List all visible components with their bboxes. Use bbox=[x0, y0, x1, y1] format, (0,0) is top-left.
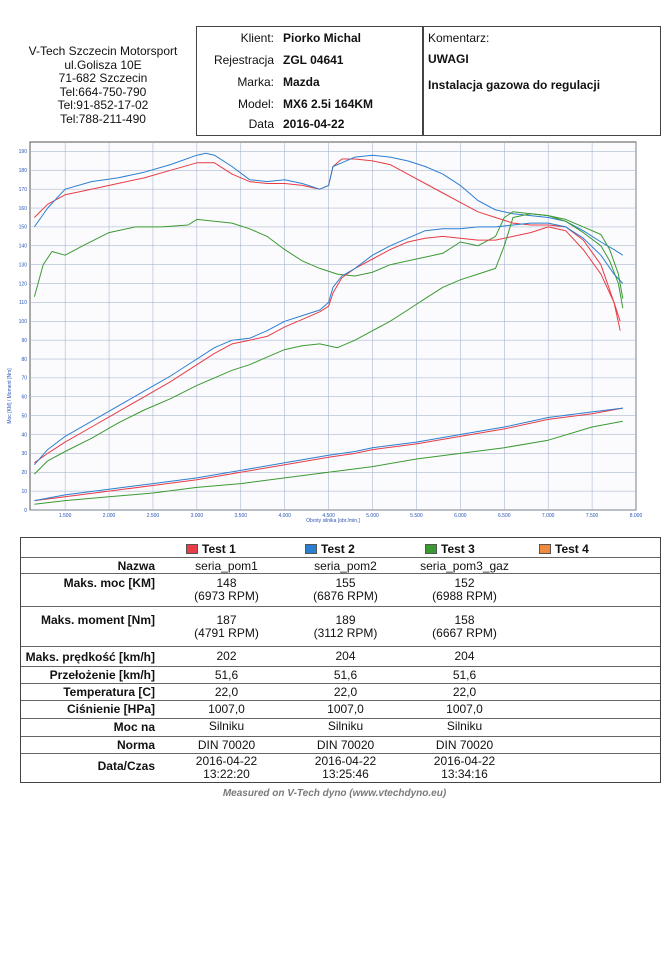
cell-test1-max-speed: 202 bbox=[216, 649, 237, 663]
cell-test1-pressure: 1007,0 bbox=[208, 702, 245, 716]
company-line: ul.Golisza 10E bbox=[64, 57, 142, 72]
y-tick-label: 50 bbox=[21, 413, 27, 420]
legend-label: Test 4 bbox=[555, 542, 589, 556]
model-label: Model: bbox=[237, 97, 274, 111]
row-label-name: Nazwa bbox=[117, 559, 155, 573]
y-axis-label: Moc [KM] / Moment [Nm] bbox=[7, 368, 13, 424]
y-tick-label: 60 bbox=[21, 394, 27, 401]
x-tick-label: 2.500 bbox=[146, 513, 160, 519]
y-tick-label: 130 bbox=[18, 262, 27, 269]
company-line: Tel:664-750-790 bbox=[59, 84, 147, 99]
cell-test3-date: 2016-04-22 bbox=[433, 754, 496, 768]
company-line: Tel:788-211-490 bbox=[60, 111, 146, 126]
y-tick-label: 120 bbox=[18, 281, 27, 288]
x-tick-label: 2.000 bbox=[102, 513, 116, 519]
cell-test1-date: 2016-04-22 bbox=[195, 754, 258, 768]
cell-test2-norm: DIN 70020 bbox=[316, 738, 375, 752]
legend-swatch bbox=[305, 544, 317, 554]
legend-swatch bbox=[186, 544, 198, 554]
comment-title: Komentarz: bbox=[428, 31, 490, 45]
cell-test2-max-torque: 189 bbox=[335, 613, 356, 627]
y-tick-label: 110 bbox=[19, 300, 27, 307]
company-line: 71-682 Szczecin bbox=[58, 71, 148, 86]
cell-test1-power-at: Silniku bbox=[208, 719, 245, 733]
legend-swatch bbox=[425, 544, 437, 554]
cell-test2-time: 13:25:46 bbox=[322, 767, 369, 781]
row-label-datetime: Data/Czas bbox=[97, 759, 155, 773]
cell-test2-temperature: 22,0 bbox=[333, 685, 358, 699]
row-label-max-torque: Maks. moment [Nm] bbox=[40, 613, 155, 627]
client-info-box bbox=[196, 26, 423, 136]
cell-test2-max-speed: 204 bbox=[335, 649, 356, 663]
row-label-pressure: Ciśnienie [HPa] bbox=[66, 702, 155, 716]
x-tick-label: 5.500 bbox=[410, 513, 423, 519]
make-row bbox=[197, 75, 422, 93]
cell-test2-name: seria_pom2 bbox=[314, 559, 377, 573]
y-tick-label: 10 bbox=[21, 488, 27, 495]
x-tick-label: 6.000 bbox=[454, 513, 467, 519]
cell-test3-max-power: 152 bbox=[454, 576, 475, 590]
cell-test1-max-torque: 187 bbox=[216, 613, 237, 627]
make-label: Marka: bbox=[237, 75, 274, 89]
cell-test3-temperature: 22,0 bbox=[452, 685, 477, 699]
x-tick-label: 6.500 bbox=[498, 513, 511, 519]
x-tick-label: 5.000 bbox=[366, 513, 379, 519]
company-info bbox=[18, 45, 188, 127]
y-tick-label: 190 bbox=[18, 149, 27, 156]
y-tick-label: 30 bbox=[21, 451, 27, 458]
y-tick-label: 140 bbox=[18, 243, 27, 250]
x-tick-label: 1.500 bbox=[58, 513, 72, 519]
y-tick-label: 70 bbox=[21, 375, 27, 382]
cell-test2-gear-ratio: 51,6 bbox=[333, 668, 358, 682]
y-tick-label: 180 bbox=[18, 168, 27, 175]
y-tick-label: 80 bbox=[21, 356, 27, 363]
row-label-power-at: Moc na bbox=[113, 720, 155, 734]
x-axis-label: Obroty silnika [obr./min.] bbox=[306, 518, 360, 524]
y-tick-label: 40 bbox=[21, 432, 27, 439]
cell-test3-max-speed: 204 bbox=[454, 649, 475, 663]
registration-value: ZGL 04641 bbox=[283, 53, 344, 67]
cell-test1-name: seria_pom1 bbox=[195, 559, 258, 573]
cell-test2-max-power-rpm: (6876 RPM) bbox=[313, 589, 378, 603]
legend-label: Test 3 bbox=[441, 542, 475, 556]
registration-row bbox=[197, 53, 422, 71]
date-row bbox=[197, 117, 422, 135]
y-tick-label: 90 bbox=[21, 337, 27, 344]
legend-test2 bbox=[305, 542, 355, 556]
cell-test2-max-torque-rpm: (3112 RPM) bbox=[313, 626, 378, 640]
client-label: Klient: bbox=[240, 31, 274, 45]
row-label-norm: Norma bbox=[116, 738, 155, 752]
cell-test1-temperature: 22,0 bbox=[214, 685, 239, 699]
cell-test1-max-power: 148 bbox=[216, 576, 237, 590]
cell-test1-max-power-rpm: (6973 RPM) bbox=[194, 589, 259, 603]
y-tick-label: 100 bbox=[18, 319, 27, 326]
row-label-max-power: Maks. moc [KM] bbox=[63, 576, 155, 590]
cell-test2-max-power: 155 bbox=[335, 576, 356, 590]
cell-test3-name: seria_pom3_gaz bbox=[420, 559, 509, 573]
cell-test2-date: 2016-04-22 bbox=[314, 754, 377, 768]
x-tick-label: 3.000 bbox=[190, 513, 204, 519]
date-label: Data bbox=[248, 117, 274, 131]
footer-note: Measured on V-Tech dyno (www.vtechdyno.eu) bbox=[222, 788, 447, 799]
x-tick-label: 7.500 bbox=[585, 513, 599, 519]
cell-test3-gear-ratio: 51,6 bbox=[452, 668, 477, 682]
y-tick-label: 160 bbox=[18, 205, 27, 212]
model-row bbox=[197, 97, 422, 115]
cell-test3-time: 13:34:16 bbox=[441, 767, 488, 781]
cell-test2-power-at: Silniku bbox=[327, 719, 364, 733]
model-value: MX6 2.5i 164KM bbox=[283, 97, 374, 111]
cell-test3-max-torque: 158 bbox=[454, 613, 475, 627]
row-label-max-speed: Maks. prędkość [km/h] bbox=[25, 650, 155, 664]
y-tick-label: 150 bbox=[18, 224, 27, 231]
y-tick-label: 0 bbox=[24, 507, 27, 514]
legend-test1 bbox=[186, 542, 236, 556]
row-label-gear-ratio: Przełożenie [km/h] bbox=[49, 668, 155, 682]
date-value: 2016-04-22 bbox=[283, 117, 345, 131]
dyno-chart bbox=[0, 138, 669, 530]
cell-test1-gear-ratio: 51,6 bbox=[214, 668, 239, 682]
registration-label: Rejestracja bbox=[213, 53, 274, 67]
cell-test1-norm: DIN 70020 bbox=[197, 738, 256, 752]
x-tick-label: 4.000 bbox=[278, 513, 291, 519]
make-value: Mazda bbox=[283, 75, 320, 89]
y-tick-labels bbox=[19, 149, 28, 514]
x-tick-label: 3.500 bbox=[234, 513, 248, 519]
legend-label: Test 1 bbox=[202, 542, 236, 556]
cell-test1-time: 13:22:20 bbox=[203, 767, 250, 781]
x-tick-label: 7.000 bbox=[541, 513, 555, 519]
client-row bbox=[197, 31, 422, 49]
legend-test3 bbox=[425, 542, 475, 556]
x-tick-label: 8.000 bbox=[629, 513, 643, 519]
row-label-temperature: Temperatura [C] bbox=[63, 685, 155, 699]
comment-text: Instalacja gazowa do regulacji bbox=[428, 78, 601, 92]
client-value: Piorko Michal bbox=[283, 31, 362, 45]
company-line: Tel:91-852-17-02 bbox=[57, 98, 149, 113]
cell-test3-pressure: 1007,0 bbox=[446, 702, 483, 716]
comment-heading: UWAGI bbox=[428, 52, 469, 66]
comment-box bbox=[423, 26, 661, 136]
cell-test3-max-power-rpm: (6988 RPM) bbox=[432, 589, 497, 603]
x-tick-label: 4.500 bbox=[322, 513, 335, 519]
results-table bbox=[20, 537, 661, 783]
company-line: V-Tech Szczecin Motorsport bbox=[28, 44, 178, 58]
cell-test3-power-at: Silniku bbox=[446, 719, 483, 733]
legend-label: Test 2 bbox=[321, 542, 355, 556]
cell-test2-pressure: 1007,0 bbox=[327, 702, 364, 716]
legend-test4 bbox=[539, 542, 589, 556]
cell-test3-max-torque-rpm: (6667 RPM) bbox=[432, 626, 497, 640]
y-tick-label: 20 bbox=[21, 470, 27, 477]
y-tick-label: 170 bbox=[18, 186, 27, 193]
cell-test3-norm: DIN 70020 bbox=[435, 738, 494, 752]
legend-swatch bbox=[539, 544, 551, 554]
cell-test1-max-torque-rpm: (4791 RPM) bbox=[194, 626, 259, 640]
